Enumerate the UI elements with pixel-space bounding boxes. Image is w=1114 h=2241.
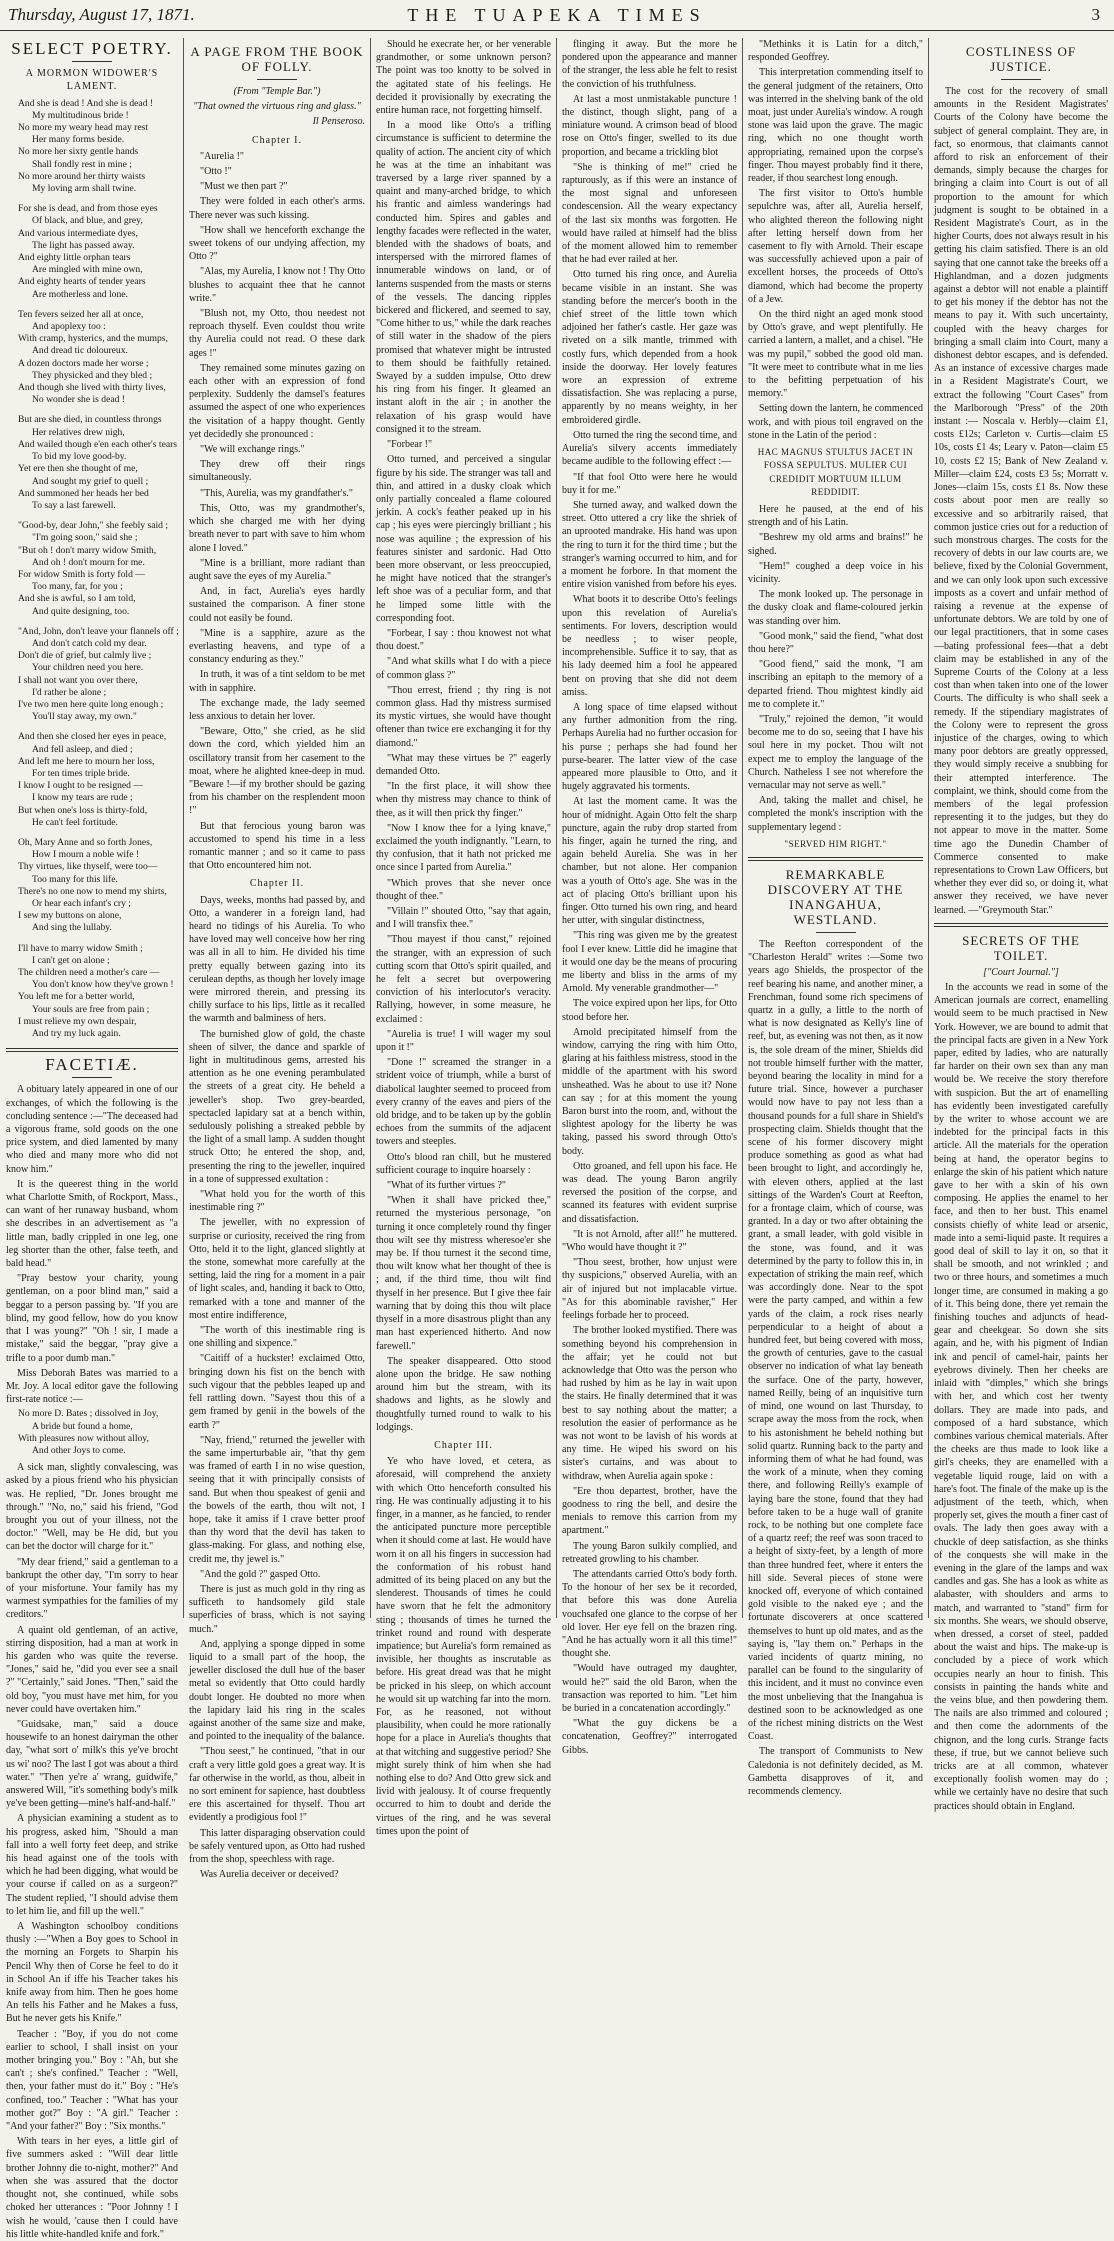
paragraph: "Ere thou departest, brother, have the goodness to ring the bell, and desire the menials to remove this carrion from my apartment."	[562, 1485, 737, 1537]
joy-verse	[6, 1408, 178, 1457]
poem-line: And various intermediate dyes,	[18, 227, 138, 239]
poem-line: And dread tic doloureux.	[32, 345, 128, 357]
paragraph: "Now I know thee for a lying knave," exclaimed the youth indignantly. "Learn, to thy confusion, that it hath not pricked me once since I parted from Aurelia."	[376, 822, 551, 874]
poem-line: Too many, far, for you ;	[32, 581, 123, 593]
poem-line: Oh, Mary Anne and so forth Jones,	[18, 836, 153, 848]
poem-line: And oh ! don't mourn for me.	[32, 556, 145, 568]
masthead	[0, 0, 1114, 31]
poem-stanza	[18, 731, 178, 829]
poem-line: And apoplexy too :	[32, 321, 106, 333]
paragraph: "Forbear !"	[387, 439, 433, 451]
poem-line: No more around her thirty waists	[18, 170, 146, 182]
poem-line: I know I ought to be resigned —	[18, 780, 143, 792]
paragraph: And, taking the mallet and chisel, he completed the monk's inscription with the supplementary legend :	[748, 795, 923, 833]
paragraph: Miss Deborah Bates was married to a Mr. Joy. A local editor gave the following first-rate notice :—	[6, 1367, 178, 1406]
chapter-3-text	[376, 1455, 551, 1838]
paragraph: What boots it to describe Otto's feelings upon this revelation of Aurelia's sentiments. For lovers, description would be needless ; to wiser people, incomprehensible. Suffice it to say, that as his lady deemed him a fool he appeared bent on proving that she did not deem amiss.	[562, 594, 737, 698]
paragraph: On the third night an aged monk stood by Otto's grave, and wept plentifully. He carried a lantern, a mallet, and a chisel. "He was my pupil," sobbed the good old man. "It were meet to contribute what in me lies to the befitting perpetuation of his memory."	[748, 309, 923, 400]
poem-line: No wonder she is dead !	[32, 394, 125, 406]
paragraph: With tears in her eyes, a little girl of five summers asked : "Will dear little brother Johnny die to-night, mother?" And when she was assured that the doctor thought not, she continued, while sobs choked her utterances : "Poor Johnny ! I wish he would, 'cause then I could have his little white-handled knife and fork."	[6, 2136, 178, 2240]
paragraph: This latter disparaging observation could be safely ventured upon, as Otto had rushed from the shop, speechless with rage.	[189, 1827, 365, 1865]
poem-line: Are motherless and lone.	[32, 288, 128, 300]
poem-line: "But oh ! don't marry widow Smith,	[18, 544, 157, 556]
issue-date: Thursday, August 17, 1871.	[8, 5, 195, 24]
chapter-heading: Chapter II.	[249, 878, 305, 890]
paragraph: "Forbear, I say : thou knowest not what thou doest."	[376, 627, 551, 653]
paragraph: A quaint old gentleman, of an active, stirring disposition, had a man at work in his garden who was quite the reverse. "Jones," said he, "did you ever see a snail ?" "Certainly," said Jones. "Then," said the old boy, "you must have met him, for you never could have overtaken him."	[6, 1624, 178, 1715]
paragraph: "Thou mayest if thou canst," rejoined the stranger, with an expression of such cutting scorn that Otto's spirit quailed, and he felt a secret but overpowering conviction of his interlocutor's veracity. Rallying, however, in some measure, he exclaimed :	[376, 934, 551, 1025]
paragraph: "This, Aurelia, was my grandfather's."	[200, 487, 353, 499]
paragraph: "What may these virtues be ?" eagerly demanded Otto.	[376, 752, 551, 777]
poem-line: Are mingled with mine own,	[32, 264, 143, 276]
column-1	[6, 38, 179, 2240]
epitaph-legend: "SERVED HIM RIGHT."	[784, 838, 887, 849]
poem-line: No more her sixty gentle hands	[18, 146, 139, 158]
paragraph: The transport of Communists to New Caledonia is not definitely decided, as M. Gambetta disapproves of it, and recommends clemency.	[748, 1746, 923, 1797]
paragraph: "Beshrew my old arms and brains!" he sighed.	[748, 532, 923, 557]
paragraph: "Aurelia is true! I will wager my soul upon it !"	[376, 1028, 551, 1054]
epigraph-attribution: Il Penseroso.	[312, 116, 365, 128]
paragraph: The Reefton correspondent of the "Charleston Herald" writes :—Some two years ago Shields, the prospector of the reef bearing his name, and another miner, a Frenchman, found some rich specimens of quartz in a gully, a little to the north of what is now designated as Kelly's line of reef, but, as evening was not then, as it now is, the sole dream of the miner, Shields did not trouble himself further with the matter, beyond bearing the locality in mind for a future trial. Since, however a purchaser would now have to pay not less than a thousand pounds for a full share in Shield's prospecting claim. Shields thought that the scene of his former discovery might produce something as good as what had been brought to light, and accordingly he, with eleven others, applied at the last sittings of the Warden's Court at Reefton, for a frontage claim, which of course, was granted. In a day or two after obtaining the grant, a small leader, with gold visible in the stone, was found, and it was determined by the party to follow this in, in expectation of striking the main reef, which was accordingly done. Near to the spot were the party camped, and within a few yards of the claim, a rock rises nearly perpendicular to a height of about a hundred feet, but being covered with moss, the growth of centuries, gave to the casual observer no indication of what lay beneath the surface. One of the party, however, named Reilly, being of an inquisitive turn of mind, one wound on last Thursday, to scrape away the moss from the rock, when to his astonishment he beheld nothing but solid quartz. Running back to the party and informing them of what he had found, was the work of a minute, when they coming there, and following Reilly's example of laying bare the stone, found that they had before taken to be a huge wall of granite rock, to be nothing but one complete face of a quartz reef; the reef was soon traced to a height of sixty-feet, by a length of more than three hundred feet, where it enters the hill side. Several pieces of stone were knocked off, everyone of which contained gold visible to the naked eye ; and the fortunate discoverers at once scattered themselves to hunt up old mates, and as the saying is, "lay them on." Perhaps in the varied incidents of quartz mining, no parallel can be found to the singularity of this incident, and it must no convince even the most unbelieving that the Inangahua is destined soon to be acknowledged as one of the richest mining districts on the West Coast.	[748, 938, 923, 1743]
paragraph: "Villain !" shouted Otto, "say that again, and I will transfix thee."	[376, 906, 551, 931]
article-source: ["Court Journal."]	[983, 966, 1059, 978]
poem-line: The light has passed away.	[32, 239, 135, 251]
paragraph: "Caitiff of a huckster! exclaimed Otto, bringing down his fist on the bench with such vigour that the pebbles leaped up and fell rattling down. "Sayest thou this of a gem framed by genii in the bowels of the earth ?"	[189, 1353, 365, 1431]
paragraph: "Aurelia !"	[200, 150, 244, 162]
paragraph: "The worth of this inestimable ring is one shilling and sixpence."	[189, 1325, 365, 1350]
paragraph: The brother looked mystified. There was something beyond his comprehension in the affair; yet he could not but acknowledge that Otto was the person who had rushed by him as he lay in wait upon the stairs. He finally determined that it was best to say nothing about the matter; a resolution the easier of performance as he was not wont to be lavish of his words at any time. He wiped his sword on his sister's curtains, and was about to withdraw, when Aurelia again spoke :	[562, 1325, 737, 1482]
paragraph: "How shall we henceforth exchange the sweet tokens of our undying affection, my Otto ?"	[189, 224, 365, 263]
poem-line: I shall not want you over there,	[18, 674, 138, 686]
poem-line: I'd rather be alone ;	[32, 686, 107, 698]
paragraph: "Good monk," said the fiend, "what dost thou here?"	[748, 630, 923, 655]
paragraph: "What hold you for the worth of this inestimable ring ?"	[189, 1189, 365, 1214]
poem-title: A MORMON WIDOWER'S LAMENT.	[25, 68, 159, 93]
paragraph: And, in fact, Aurelia's eyes hardly sustained the comparison. A finer stone could not easily be found.	[189, 586, 365, 624]
poem-line: Her relatives drew nigh,	[32, 426, 125, 438]
paragraph: "In the first place, it will show thee when thy mistress may chance to think of thee, as it will then prick thy finger."	[376, 781, 551, 819]
paragraph: It is the queerest thing in the world what Charlotte Smith, of Rockport, Mass., can want of her runaway husband, whom she describes in an advertisement as "a little man, badly crippled in one leg, one leg shorter than the other, false teeth, and bald head."	[6, 1178, 178, 1270]
poem-line: I can't get on alone ;	[32, 954, 110, 966]
paragraph: "Hem!" coughed a deep voice in his vicinity.	[748, 560, 923, 585]
paragraph: In a mood like Otto's a trifling circumstance is sufficient to determine the quality of action. The ancient city of which he was at the time an inhabitant was traversed by a large river spanned by a quaint and many-arched bridge, to which his frantic and aimless wanderings had conducted him. Spires and gables and lengthy facades were reflected in the water, blended with the shadows of boats, and interspersed with the mirrored flames of innumerable windows on land, or of lanterns suspended from the masts or sterns of the vessels. The dancing ripples bickered and flickered, and seemed to say, "Come hither to us," while the dark reaches of still water in the shadow of the piers promised that whatever might be intrusted to them should be faithfully retained. Swayed by a sudden impulse, Otto drew his ring from his finger. It gleamed an instant aloft in the air ; in another the relaxation of his grasp would have consigned it to the stream.	[376, 120, 551, 435]
paragraph: "Thou seest, brother, how unjust were thy suspicions," observed Aurelia, with an air of injured but not implacable virtue. "As for this abominable ravisher," Her feelings forbade her to proceed.	[562, 1257, 737, 1322]
paragraph: Otto groaned, and fell upon his face. He was dead. The young Baron angrily reversed the position of the corpse, and scanned its features with evident surprise and dissatisfaction.	[562, 1160, 737, 1225]
story-heading: A PAGE FROM THE BOOK OF FOLLY.	[190, 44, 364, 74]
paragraph: The young Baron sulkily complied, and retreated growling to his chamber.	[562, 1540, 737, 1565]
paragraph: A sick man, slightly convalescing, was asked by a pious friend who his physician was. He replied, "Dr. Jones brought me through." "No, no," said his friend, "God brought you out of your illness, not the doctor." "Well, may be He did, but you can bet the doctor will charge for it."	[6, 1462, 178, 1553]
poem-line: Don't die of grief, but calmly live ;	[18, 650, 152, 662]
poem-line: And wailed though e'en each other's tears	[18, 438, 178, 450]
poem-line: Thy virtues, like thyself, were too—	[18, 861, 158, 873]
poem-stanza	[18, 309, 178, 407]
paragraph: The speaker disappeared. Otto stood alone upon the bridge. He saw nothing around him but the stream, with its shadows and lights, as he slowly and thoughtfully turned round to walk to his lodgings.	[376, 1355, 551, 1433]
column-4	[562, 38, 737, 1756]
paragraph: "Methinks it is Latin for a ditch," responded Geoffrey.	[748, 39, 923, 64]
column-rule	[556, 38, 557, 1618]
paragraph: "We will exchange rings."	[200, 444, 305, 456]
discovery-article-text	[748, 938, 923, 1798]
poem-line: I've two men here quite long enough ;	[18, 698, 164, 710]
section-heading-facetiae: FACETIÆ.	[45, 1055, 139, 1075]
poem-line: But are she died, in countless throngs	[18, 414, 162, 426]
poem-stanza	[18, 414, 178, 512]
paragraph: She turned away, and walked down the street. Otto uttered a cry like the shriek of an uprooted mandrake. His hand was upon the ring to turn it for the third time ; but the stranger's warning occurred to him, and for a moment he forbore. In that moment the entire vision vanished from before his eyes.	[562, 499, 737, 591]
poem-line: And then she closed her eyes in peace,	[18, 731, 167, 743]
poem-line: I sew my buttons on alone,	[18, 910, 122, 922]
poem-line: Your souls are free from pain ;	[32, 1003, 150, 1015]
divider	[6, 1048, 178, 1052]
paragraph: Setting down the lantern, he commenced work, and with pious toil engraved on the stone in the Latin of the period :	[748, 403, 923, 441]
paragraph: The monk looked up. The personage in the dusky cloak and flame-coloured jerkin was standing over him.	[748, 589, 923, 627]
poem-line: And though she lived with thirty lives,	[18, 382, 166, 394]
poem-stanza	[18, 837, 178, 935]
paragraph: "What the guy dickens be a concatenation, Geoffrey?" interrogated Gibbs.	[562, 1718, 737, 1756]
paragraph: In the accounts we read in some of the American journals are correct, enamelling would seem to be much practised in New York. However, we are bound to admit that the principal facts are given in a New York paper, edited by ladies, who are naturally far harder on their own sex than any man would be. We receive the story therefore with suspicion. But the art of enamelling has evidently been investigated carefully by the writer to whose account we are indebted for the principal facts in this article. All the materials for the operation being at hand, the operator begins to enlarge the skin of his patient which nature gave to her with a skin of his own composing. He applies the enamel to her face, and then to her bust. This enamel consists chiefly of white lead or arsenic, made into a semi-liquid paste. It requires a good deal of skill to lay it on, so that it shall be smooth, and not wrinkled ; and two or three hours, and sometimes a much longer time, are consumed in making a go of it. This being done, there yet remain the finishing touches and adjuncts of head-gear and cheekgear. So down she sits again, and he, with his pigment of Indian ink and pencil of camel-hair, paints her eyebrows divinely. Then her cheeks are inlaid with "dimples," which she brings with her, and which cost her twenty dollars. They are made into pads, and composed of a hard substance, which combines various chemical materials. After the cheeks are thus made to look like a girl's cheeks, they are enamelled with a vegetable liquid rouge, laid on with a hare's foot. The finale of the make up is the adjustment of the teeth, which, when properly set, gives the mouth a finer cast of ovals. The lady then goes away with a chuckle of deep satisfaction, as she thinks of the conquests she will make in the evening in the glare of the lamps and wax candles and gas. She has a look as white as alabaster, with shoulders and arms to match, and warranted to "stand" firm for six months. She wears, we should observe, when dressed, a corset of steel, padded about the waist and hips. The make-up is concluded by a piece of work which occupies nearly an hour to finish. This consists in painting the hands white and the veins blue, and then powdering them. The nails are also trimmed and coloured ; and then come the adornments of the chignon, and the long curls. Strange facts these, if true, but we cannot believe such tricks are at all common, whatever exceptionally foolish women may do ; while we certainly have no desire that such practices should obtain in England.	[934, 982, 1108, 1812]
paragraph: "Which proves that she never once thought of thee."	[376, 877, 551, 902]
column-rule	[928, 38, 929, 1618]
poem-line: And eighty hearts of tender years	[18, 276, 146, 288]
poem-line: They physicked and they bled ;	[32, 369, 153, 381]
poem-line: You left me for a better world,	[18, 991, 135, 1003]
poem-line: To bid my love good-by.	[32, 451, 127, 463]
paragraph: This interpretation commending itself to the general judgment of the retainers, Otto was interred in the shelving bank of the old moat, just under Aurelia's window. A rough stone was laid upon the grave. The magic ring, which no one thought worth appropriating, remained upon the corpse's finger. Thou mayest probably find it there, reader, if thou searchest long enough.	[748, 67, 923, 185]
paragraph: "And what skills what I do with a piece of common glass ?"	[376, 656, 551, 681]
paragraph: Otto turned the ring the second time, and Aurelia's silvery accents immediately became audible to the following effect :—	[562, 429, 737, 468]
paragraph: flinging it away. But the more he pondered upon the appearance and manner of the stranger, the less able he felt to resist the conviction of his truthfulness.	[562, 39, 737, 90]
paragraph: "Blush not, my Otto, thou needest not reproach thyself. Even couldst thou write thy Aurelia could not read. O these dark ages !"	[189, 308, 365, 359]
paragraph: "And the gold ?" gasped Otto.	[200, 1568, 321, 1580]
paragraph: A long space of time elapsed without any further admonition from the ring. Perhaps Aurelia had no further occasion for his purse ; perhaps she had found her purse-bearer. The latter view of the case appeared more plausible to Otto, and it hugely aggravated his torments.	[562, 701, 737, 793]
poem-line: You don't know how they've grown !	[32, 979, 174, 991]
poem-line: With cramp, hysterics, and the mumps,	[18, 333, 168, 345]
chapter-heading: Chapter I.	[252, 134, 302, 146]
poem-line: For she is dead, and from those eyes	[18, 203, 158, 215]
poem-stanza	[18, 626, 178, 724]
paragraph: The exchange made, the lady seemed less anxious to detain her lover.	[189, 697, 365, 722]
poem-stanza	[18, 520, 178, 618]
poem-line: For ten times triple bride.	[32, 767, 130, 779]
poem-line: Too many for this life.	[32, 873, 118, 885]
latin-epitaph: HAC MAGNUS STULTUS JACET IN FOSSA SEPULTUS. MULIER CUI CREDIDIT MORTUUM ILLUM REDDIDIT.	[757, 447, 914, 497]
poem-line: And eighty little orphan tears	[18, 252, 131, 264]
paragraph: "Alas, my Aurelia, I know not ! Thy Otto blushes to acquaint thee that he cannot write."	[189, 266, 365, 304]
paragraph: "Pray bestow your charity, young gentleman, on a poor blind man," said a beggar to a person passing by. "If you are blind, my good fellow, how do you know that I was young?" "Oh ! sir, I made a mistake," said the beggar, "pray give a trifle to a poor dumb man."	[6, 1273, 178, 1364]
paragraph: Otto turned, and perceived a singular figure by his side. The stranger was tall and thin, and attired in a dusky cloak which only partially concealed a flame coloured jerkin. A cock's feather peaked up in his cap ; his eyes were piercingly brilliant ; his nose was aquiline ; the expression of his features sinister and sardonic. Had Otto been more observant, or less preoccupied, he might have noticed that the stranger's left shoe was of a peculiar form, and that he limped some little with the corresponding foot.	[376, 454, 551, 624]
poem-line: No more my weary head may rest	[18, 122, 149, 134]
poem-line: Her many forms beside.	[32, 134, 125, 146]
paragraph: They remained some minutes gazing on each other with an expression of fond perplexity. Suddenly the damsel's features assumed the aspect of one who experiences the visitation of a happy thought. Gently yet decidedly she pronounced :	[189, 362, 365, 440]
paragraph: "Nay, friend," returned the jeweller with the same imperturbable air, "that thy gem was framed of earth I in no wise question, seeing that it with principally consists of sand. But when thou speakest of genii and the bowels of the earth, thou wilt not, I hope, take it amiss if I crave better proof than thy word that the devil has taken to glass-making. For glass, and nothing else, credit me, thy jewel is."	[189, 1434, 365, 1565]
story-continued-text	[562, 38, 737, 1757]
poem-line: "Good-by, dear John," she feebly said ;	[18, 520, 169, 532]
paragraph: The attendants carried Otto's body forth. To the honour of her sex be it recorded, that before this was done Aurelia vouchsafed one glance to the corpse of her old lover. Her eye fell on the brazen ring. "And he has actually worn it all this time!" thought she.	[562, 1568, 737, 1660]
paragraph: Here he paused, at the end of his strength and of his Latin.	[748, 503, 923, 529]
chapter-2-text	[189, 894, 365, 1882]
justice-article-text	[934, 85, 1108, 917]
article-heading-toilet: SECRETS OF THE TOILET.	[962, 932, 1080, 963]
poem-line: Shall fondly rest in mine ;	[32, 158, 132, 170]
paragraph: A Washington schoolboy conditions thusly :—"When a Boy goes to School in the morning an Forgets to Sharpin his Pencil Why then of Corse he feel to do it in School An if iffe his Teacher takes his knife away from him. Then he goes home An tells his Father and he Makes a fuss, But he never gets his Knife."	[6, 1921, 178, 2025]
paragraph: In truth, it was of a tint seldom to be met with in sapphire.	[189, 669, 365, 694]
paragraph: "This ring was given me by the greatest fool I ever knew. Little did he imagine that it would one day be the means of procuring me liberty and bliss in the arms of my Arnold. My venerable grandmother—"	[562, 930, 737, 995]
paragraph: They were folded in each other's arms. There never was such kissing.	[189, 196, 365, 221]
poem-line: And sought my grief to quell ;	[32, 475, 149, 487]
paragraph: The jeweller, with no expression of surprise or curiosity, received the ring from Otto, held it to the light, glanced slightly at the stone, somewhat more carefully at the setting, laid the ring for a moment in a pair of light scales, and, handing it back to Otto, remarked with a tone and manner of the most entire indifference,	[189, 1217, 365, 1321]
section-heading-poetry: SELECT POETRY.	[11, 39, 173, 58]
poem-stanza	[18, 203, 178, 301]
paragraph: A obituary lately appeared in one of our exchanges, of which the following is the concluding sentence :—"The deceased had a vigorous frame, sold goods on the one price system, and died lamented by many who died and many more who did not know him."	[6, 1084, 178, 1175]
chapter-1-text	[189, 150, 365, 873]
poem-line: A bride but found a home,	[32, 1420, 133, 1432]
paragraph: "Must we then part ?"	[200, 181, 288, 193]
poem-line: But when one's loss is thirty-fold,	[18, 804, 148, 816]
toilet-article-text	[934, 981, 1108, 1813]
paragraph: A physician examining a student as to his progress, asked him, "Should a man fall into a well forty feet deep, and strike his head against one of the tools with which he had been digging, what would be your course if called on as a surgeon?" The student replied, "I should advise them to let him lie, and fill up the well."	[6, 1813, 178, 1917]
poem	[6, 98, 178, 1041]
poem-line: "And, John, don't leave your flannels off ;	[18, 625, 179, 637]
poem-line: The children need a mother's care —	[18, 967, 160, 979]
poem-line: Of black, and blue, and grey,	[32, 215, 143, 227]
paragraph: Should he execrate her, or her venerable grandmother, or some unknown person? The point was too knotty to be solved in the agitated state of his feelings. He decided it provisionally by execrating the entire human race, not forgetting himself.	[376, 39, 551, 117]
paragraph: This, Otto, was my grandmother's, which she charged me with her dying breath never to part with save to him whom alone I loved."	[189, 502, 365, 554]
paragraph: Otto's blood ran chill, but he mustered sufficient courage to inquire hoarsely :	[376, 1151, 551, 1176]
facetiae-text	[6, 1083, 178, 2240]
paragraph: And, applying a sponge dipped in some liquid to a small part of the hoop, the jeweller disclosed the dull hue of the baser metal so evidently that Otto could hardly doubt longer. He doubted no more when the lapidary laid his ring in the scales against another of the same size and make, and pointed to the inequality of the balance.	[189, 1638, 365, 1743]
article-heading-justice: COSTLINESS OF JUSTICE.	[965, 44, 1077, 74]
poem-line: My multitudinous bride !	[32, 109, 129, 121]
paragraph: "If that fool Otto were here he would buy it for me."	[562, 471, 737, 496]
poem-line: Your children need you here.	[32, 662, 144, 674]
paragraph: "Would have outraged my daughter, would he?" said the old Baron, when the transaction was reported to him. "Let him be buried in a concatenation accordingly."	[562, 1663, 737, 1714]
poem-line: And try my luck again.	[32, 1028, 121, 1040]
paragraph: "She is thinking of me!" cried he rapturously, as if this were an instance of the most signal and unforeseen condescension. All the weary expectancy of the last six months was forgotten. He would have railed at himself had the bliss of the moment allowed him to remember that he had ever railed at her.	[562, 161, 737, 266]
column-6	[934, 38, 1108, 1812]
divider	[816, 932, 856, 933]
paragraph: At last the moment came. It was the hour of midnight. Again Otto felt the sharp puncture, again the ruby drop started from his finger, again he turned the ring, and again beheld Aurelia. She was in her chamber, but not alone. Her companion was a youth of Otto's age. She was in the act of placing Otto's brilliant upon his finger. Otto turned his own ring, and heard her utter, with singular distinctness,	[562, 796, 737, 927]
paragraph: The burnished glow of gold, the chaste sheen of silver, the dance and sparkle of light in multitudinous gems, arrested his attention as he one evening perambulated the streets of a great city. He beheld a jeweller's shop. Two grey-bearded, spectacled lapidary sat at a bench within, sedulously polishing a streaked pebble by the light of a small lamp. A sudden thought struck Otto; he entered the shop, and, presenting the ring to the jeweller, inquired in a tone of suppressed exultation :	[189, 1028, 365, 1185]
paragraph: The cost for the recovery of small amounts in the Resident Magistrates' Courts of the Colony have become the subject of general complaint. They are, in fact, so enormous, that claimants cannot afford to risk an enforcement of their demands, simply because the charges for bringing a claim into Court is out of all proportion to the amount for which judgment is sought to be obtained in a Resident Magistrate's Court, as in the higher Courts, does not always result in his getting his claim satisfied. There is an old saying that one cannot take the breeks off a Highlandman, and a dozen judgments against a debtor will not enable a plaintiff to get his money if the debtor has not the means to pay it. With such uncertainty, coupled with the heavy charges for bringing a small claim into Court, many a dishonest debtor escapes, and is defended. As an instance of excessive charges made in a Resident Magistrate's Court, we extract the following "Court Cases" from the Marlborough "Press" of the 20th instant :— Noscala v. Herbly—claim £1, costs £12s; Carleton v. Curtis—claim £5 10s, costs £1 4s; Leary v. Paton—claim £5 10, costs £2 15; Bank of New Zealand v. Miller—claim £24, costs £3 5s; Morratt v. Jones—claim 15s, costs £1 8s. Now these costs about poor men are really so excessive and so arbitrarily raised, that common justice cries out for a reduction of such monstrous charges. The costs for the recovery of debts in our law courts are, we believe, fixed by the Colonial Government, and we can only look upon such excessive imposts as a covert and unfair method of raising a revenue at the expense of unfortunate debtors. We are told by one of our legal practitioners, that in some cases—bating professional fees—that a debt claim may be established in any of the Supreme Courts of the Colony at a less cost than when taken into one of the lower Courts. The difficulty is who shall seek a remedy. If the stipendiary magistrates of the Colony were to represent the gross injustice of the charges, owing to which many poor debtors are greatly oppressed, they would simply receive a snubbing for their attempted interference. The complaint, we think, should come from the members of the legal profession representing it to the judges, but they do not appear to move in the matter. Some time ago the Dunedin Chamber of Commerce consented to make representations to Crown Law Officers, but whether they ever did so, or doing it, what answer they received, we have never learned. —"Greymouth Star."	[934, 86, 1108, 916]
column-3	[376, 38, 551, 1837]
paragraph: Days, weeks, months had passed by, and Otto, a wanderer in a foreign land, had heard no tidings of his Aurelia. To who have loved may well conceive how her ring was all in all to him. He divided his time pretty equally between gazing into its cerulean depths, as though her lovely image were mirrored therein, and pressing its chilly surface to his lips, little as it recalled the warmth and balminess of hers.	[189, 894, 365, 1025]
story-conclusion-text	[748, 38, 923, 442]
paragraph: But that ferocious young baron was accustomed to spend his time in a less romantic manner ; and so it came to pass that Otto encountered him not.	[189, 820, 365, 872]
paragraph: There is just as much gold in thy ring as sufficeth to handsomely gild stale superficies of brass, which is not saying much."	[189, 1583, 365, 1635]
divider	[257, 79, 297, 80]
poem-line: I know my tears are rude ;	[32, 792, 133, 804]
paragraph: "My dear friend," said a gentleman to a bankrupt the other day, "I'm sorry to hear of your misfortune. Your family has my warmest sympathies for the families of my creditors."	[6, 1556, 178, 1621]
poem-line: I must relieve my own despair,	[18, 1015, 137, 1027]
divider	[72, 1077, 112, 1078]
poem-line: He can't feel fortitude.	[32, 816, 118, 828]
paragraph: "Otto !"	[200, 166, 232, 178]
divider	[72, 61, 112, 62]
paragraph: "Beware, Otto," she cried, as he slid down the cord, which yielded him an oscillatory transit from her casement to the moat, where he alighted knee-deep in mud. "Beware !—if my brother should be gazing from his chamber on the resplendent moon !"	[189, 726, 365, 817]
poem-line: And sing the lullaby.	[32, 922, 112, 934]
poem-line: And other Joys to come.	[32, 1444, 126, 1456]
poem-line: And fell asleep, and died ;	[32, 743, 133, 755]
paragraph: Was Aurelia deceiver or deceived?	[200, 1869, 339, 1881]
poem-line: And left me here to mourn her loss,	[18, 755, 155, 767]
epigraph: "That owned the virtuous ring and glass."	[193, 101, 361, 113]
poem-line: With pleasures now without alloy,	[18, 1432, 149, 1444]
poem-line: A dozen doctors made her worse ;	[18, 357, 149, 369]
paragraph: The first visitor to Otto's humble sepulchre was, after all, Aurelia herself, who alighted thereon the following night after letting herself down from her casement to fly with Arnold. Their escape was successfully achieved upon a pair of excellent horses, the proceeds of Otto's diamond, which had become the property of a Jew.	[748, 188, 923, 305]
paragraph: Ye who have loved, et cetera, as aforesaid, will comprehend the anxiety with which Otto henceforth consulted his ring. He was continually adjusting it to his finger, in a manner, as he fancied, to render the anticipated puncture more perceptible when it should come at last. He would have worn it on all his fingers in succession had the conformation of his robust hand admitted of its being placed on any but the slenderest. Thousands of times he could have sworn that he felt the admonitory sting ; thousands of times he turned the trinket round and round with desperate impatience; but Aurelia's form remained as invisible, her thoughts as inscrutable as before. His great dread was that he might be pricked in his sleep, on which account he would sit up watching far into the morn. For, as he reasoned, not without plausibility, when could he more rationally hope for a place in Aurelia's thoughts that at that witching and suggestive period? She might surely think of him when she had nothing else to do? And Otto grew sick and livid with jealousy. It of course frequently occurred to him to doubt and deride the virtues of the ring, and he was several times upon the point of	[376, 1456, 551, 1837]
poem-line: I'll have to marry widow Smith ;	[18, 942, 143, 954]
chapter-heading: Chapter III.	[434, 1439, 493, 1451]
paragraph: Arnold precipitated himself from the window, carrying the ring with him Otto, glaring at his faithless mistress, stood in the middle of the apartment with his sword unsheathed. Was he about to use it? None can say ; for at this moment the young Baron burst into the room, and, without the slightest apology for the liberty he was taking, passed his sword through Otto's body.	[562, 1026, 737, 1157]
paragraph: "Truly," rejoined the demon, "it would become me to do so, seeing that I have his soul here in my pocket. Thou wilt not expect me to employ the language of the Church. Natheless I see not wherefore the vernacular may not serve as well."	[748, 713, 923, 791]
divider	[934, 923, 1108, 927]
poem-stanza	[18, 98, 178, 196]
poem-line: And don't catch cold my dear.	[32, 637, 147, 649]
story-conclusion-text	[748, 503, 923, 834]
divider	[1001, 79, 1041, 80]
column-2	[189, 38, 365, 1881]
paragraph: "Good fiend," said the monk, "I am inscribing an epitaph to the memory of a departed friend. Thou mightest kindly aid me to complete it."	[748, 659, 923, 710]
poem-line: Or hear each infant's cry ;	[32, 898, 131, 909]
poem-line: And she is awful, so I am told,	[18, 593, 136, 605]
paragraph: "Done !" screamed the stranger in a strident voice of triumph, while a burst of diabolical laughter seemed to proceed from every cranny of the eaves and piers of the old bridge, and to be taken up by the goblin echoes from the summits of the adjacent towers and steeples.	[376, 1057, 551, 1148]
poem-line: My loving arm shall twine.	[32, 183, 137, 195]
paragraph: "It is not Arnold, after all!" he muttered. "Who would have thought it ?"	[562, 1228, 737, 1254]
paragraph: At last a most unmistakable puncture ! the distinct, though slight, pang of a miniature wound. A crimson bead of blood rose on Otto's finger, swelled to its due proportion, and became a trickling blot	[562, 93, 737, 158]
poem-line: And quite designing, too.	[32, 605, 130, 617]
poem-line: To say a last farewell.	[32, 499, 116, 511]
paragraph: "Thou errest, friend ; thy ring is not common glass. Had thy mistress surmised its mystic virtues, she would have thought oftener than twice ere exchanging it for thy diamond."	[376, 684, 551, 749]
paragraph: "Mine is a brilliant, more radiant than aught save the eyes of my Aurelia."	[189, 557, 365, 582]
poem-line: Ten fevers seized her all at once,	[18, 308, 144, 320]
column-rule	[183, 38, 184, 1618]
column-rule	[742, 38, 743, 1618]
story-source: (From "Temple Bar.")	[233, 86, 321, 97]
paragraph: Otto turned his ring once, and Aurelia became visible in an instant. She was standing before the mercer's booth in the chief street of the little town which adjoined her father's castle. Her gaze was riveted on a silk mantle, trimmed with costly furs, which depended from a hook inside the doorway. Her lovely features wore an expression of extreme dissatisfaction. She was replacing a purse, apparently by no means weighty, in her embroidered girdle.	[562, 269, 737, 426]
poem-line: Yet ere then she thought of me,	[18, 463, 138, 475]
poem-line: No more D. Bates ; dissolved in Joy,	[18, 1408, 159, 1420]
paragraph: They drew off their rings simultaneously.	[189, 459, 365, 484]
column-5	[748, 38, 923, 1797]
poem-line: "I'm going soon," said she ;	[32, 532, 138, 544]
article-heading-discovery: REMARKABLE DISCOVERY AT THE INANGAHUA, WESTLAND.	[767, 866, 904, 927]
story-continued-text	[376, 38, 551, 1434]
newspaper-title: THE TUAPEKA TIMES	[407, 5, 707, 25]
divider	[748, 857, 923, 861]
paragraph: Teacher : "Boy, if you do not come earlier to school, I shall insist on your mother bringing you." Boy : "Ah, but she can't ; she's confined." Teacher : "Well, then, your father must do it." Boy : "He's confined, too." Teacher : "What has your mother got?" Boy : "A girl." Teacher : "And your father?" Boy : "Six months."	[6, 2028, 178, 2133]
poem-line: For widow Smith is forty fold —	[18, 568, 145, 580]
paragraph: "Guidsake, man," said a douce housewife to an honest dairyman the other day, "what sort o' milk's this ye've brocht us wi' noo? The last I got was about a third water." "Then ye're a' wrang, guidwife," answered Will, "it's something body's milk ye've been getting—mine's half-and-half."	[6, 1718, 178, 1810]
paragraph: "When it shall have pricked thee," returned the mysterious personage, "on turning it once completely round thy finger thou wilt see thy mistress wheresoe'er she may be. If thou turnest it the second time, thou wilt know what her thought of thee is ; and, if the third time, thou wilt find thyself in her presence. But I give thee fair warning that by doing this thou wilt place thyself in a more disastrous plight than any man hast experienced hitherto. And now farewell."	[376, 1195, 551, 1352]
poem-line: You'll stay away, my own."	[32, 711, 137, 723]
paragraph: "What of its further virtues ?"	[387, 1180, 506, 1192]
paragraph: "Thou seest," he continued, "that in our craft a very little gold goes a great way. It is far otherwise in the world, as thou, albeit in no sort eminent for sapience, hast doubtless ere this ascertained for thyself. Thou art evidently a prodigious fool !"	[189, 1746, 365, 1824]
poem-line: How I mourn a noble wife !	[32, 849, 140, 861]
poem-line: And she is dead ! And she is dead !	[18, 97, 154, 109]
poem-line: And summoned her heads her bed	[18, 487, 149, 499]
paragraph: The voice expired upon her lips, for Otto stood before her.	[562, 998, 737, 1023]
poem-stanza	[18, 943, 178, 1041]
column-rule	[370, 38, 371, 1618]
page-number: 3	[1091, 5, 1100, 24]
poem-line: There's no one now to mend my shirts,	[18, 885, 167, 897]
paragraph: "Mine is a sapphire, azure as the everlasting heavens, and type of a constancy enduring as they."	[189, 627, 365, 666]
